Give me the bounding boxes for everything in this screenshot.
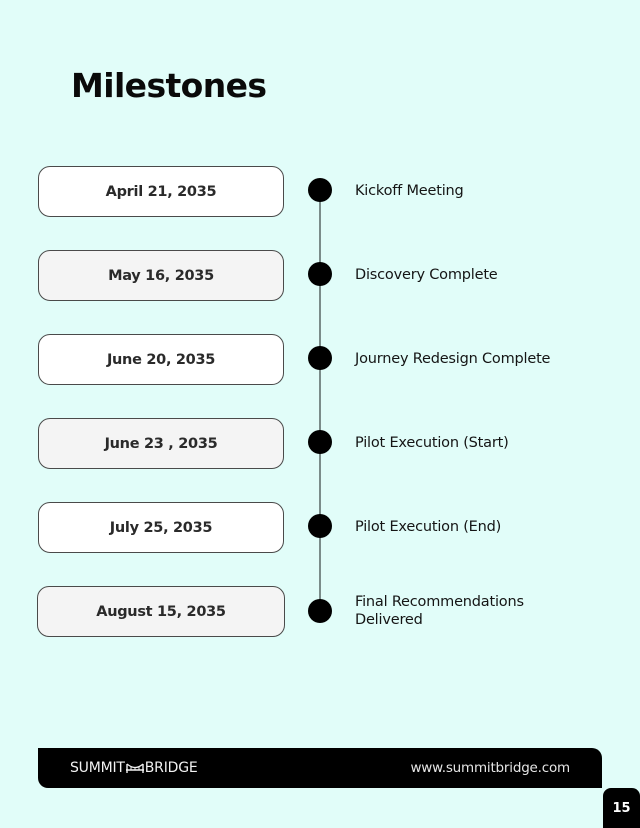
milestone-date: June 20, 2035: [106, 351, 216, 368]
timeline-dot-icon: [308, 599, 332, 623]
milestone-date-box: [38, 502, 284, 553]
milestone-date: April 21, 2035: [105, 183, 217, 200]
milestone-label: Final Recommendations Delivered: [355, 594, 524, 628]
website-link[interactable]: www.summitbridge.com: [410, 760, 570, 776]
milestone-date: July 25, 2035: [109, 519, 213, 536]
milestone-date: May 16, 2035: [108, 267, 214, 284]
brand-logo: [70, 748, 198, 788]
timeline-dot-icon: [308, 262, 332, 286]
milestone-label: Kickoff Meeting: [355, 183, 464, 199]
timeline-dot-icon: [308, 430, 332, 454]
milestone-date-box: [38, 250, 284, 301]
timeline-dot-icon: [308, 178, 332, 202]
milestone-label: Pilot Execution (End): [355, 519, 502, 535]
milestone-date-box: [37, 586, 285, 637]
brand-name-right: BRIDGE: [144, 760, 198, 776]
page-title: Milestones: [71, 66, 267, 105]
milestone-date-box: [38, 166, 284, 217]
milestone-date-box: [38, 418, 284, 469]
milestone-label: Discovery Complete: [355, 267, 498, 283]
timeline-dot-icon: [308, 346, 332, 370]
timeline-dot-icon: [308, 514, 332, 538]
milestone-date: August 15, 2035: [96, 603, 226, 620]
bridge-icon: [126, 762, 144, 774]
milestone-label: Pilot Execution (Start): [355, 435, 509, 451]
milestone-label: Journey Redesign Complete: [355, 351, 551, 367]
timeline-line: [319, 190, 321, 611]
milestone-date-box: [38, 334, 284, 385]
page-number: 15: [603, 788, 640, 828]
milestone-date: June 23 , 2035: [104, 435, 218, 452]
footer-bar: [38, 748, 602, 788]
brand-name-left: SUMMIT: [70, 760, 125, 776]
